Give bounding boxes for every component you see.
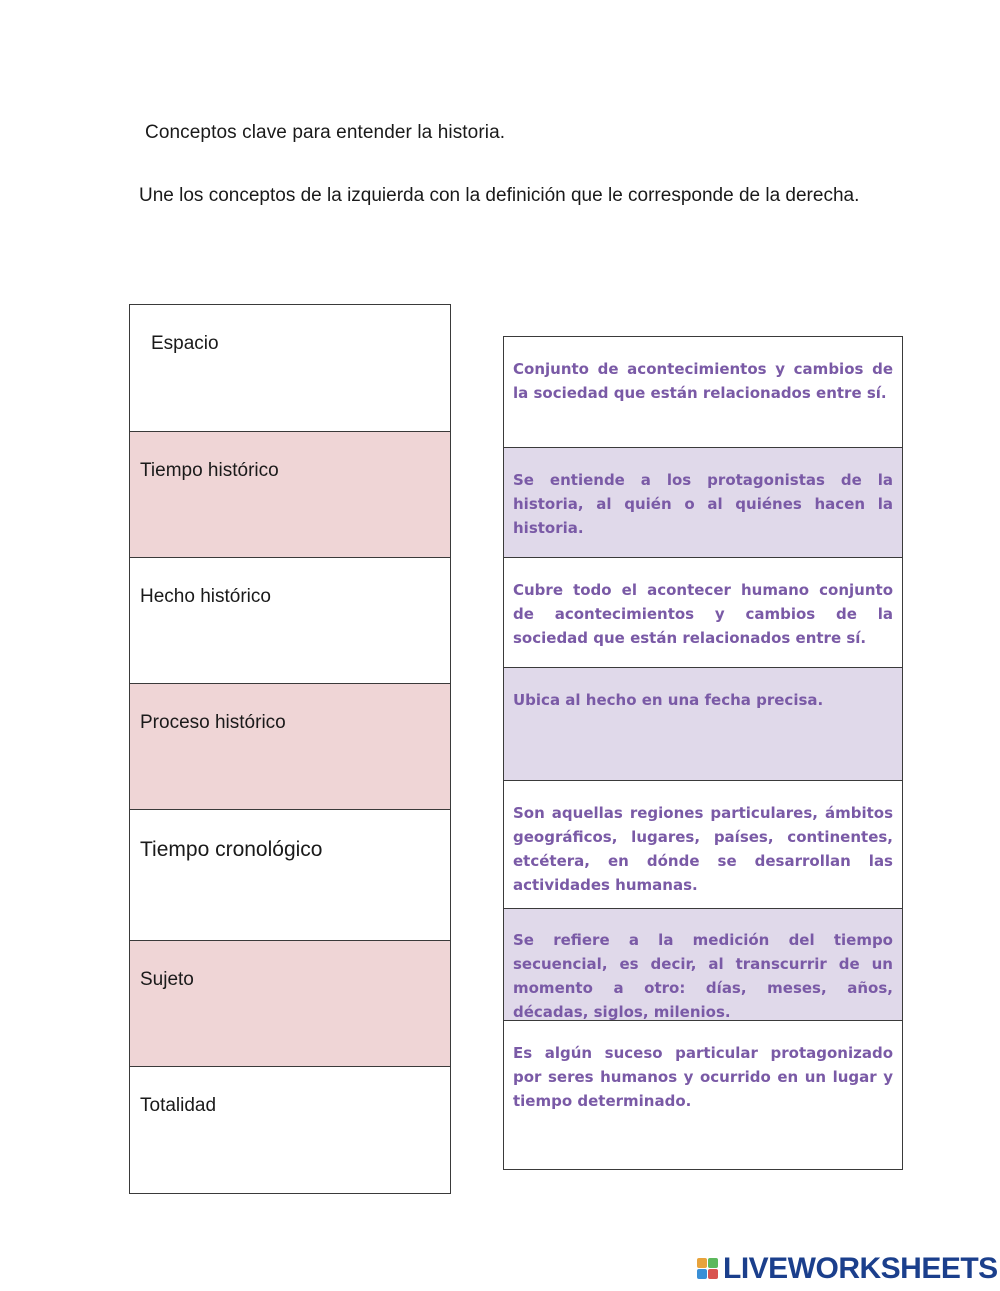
concept-label: Espacio	[151, 333, 219, 354]
concept-label: Proceso histórico	[140, 712, 286, 733]
definition-box[interactable]: Se refiere a la medición del tiempo secuencial, es decir, al transcurrir de un momento a otro: días, meses, años, décadas, siglos, milenios.	[504, 909, 902, 1021]
definition-box[interactable]: Se entiende a los protagonistas de la historia, al quién o al quiénes hacen la historia.	[504, 448, 902, 558]
concept-label: Totalidad	[140, 1095, 217, 1116]
concepts-column	[129, 304, 451, 1194]
worksheet-instruction: Une los conceptos de la izquierda con la definición que le corresponde de la derecha.	[139, 185, 860, 206]
definition-box[interactable]: Es algún suceso particular protagonizado por seres humanos y ocurrido en un lugar y tiempo determinado.	[513, 1044, 893, 1110]
concept-espacio[interactable]	[130, 305, 450, 432]
definition-box[interactable]: Son aquellas regiones particulares, ámbitos geográficos, lugares, países, continentes, etcétera, en dónde se desarrollan las actividades humanas.	[504, 781, 902, 909]
worksheet-title: Conceptos clave para entender la historia.	[145, 122, 506, 143]
concept-label: Hecho histórico	[140, 586, 271, 607]
concept-tiempo-cronologico[interactable]	[130, 810, 450, 941]
concept-label: Tiempo histórico	[140, 460, 279, 481]
concept-totalidad[interactable]	[130, 1067, 450, 1193]
liveworksheets-logo-icon	[697, 1256, 719, 1282]
definition-box[interactable]: Cubre todo el acontecer humano conjunto de acontecimientos y cambios de la sociedad que están relacionados entre sí.	[504, 558, 902, 668]
concept-sujeto[interactable]	[130, 941, 450, 1067]
concept-label: Sujeto	[140, 969, 194, 990]
liveworksheets-logo-text: LIVEWORKSHEETS	[723, 1252, 998, 1285]
liveworksheets-logo	[697, 1252, 998, 1286]
concept-label: Tiempo cronológico	[140, 838, 323, 861]
definition-box[interactable]: Ubica al hecho en una fecha precisa.	[504, 668, 902, 781]
definition-box[interactable]: Conjunto de acontecimientos y cambios de la sociedad que están relacionados entre sí.	[504, 337, 902, 448]
concept-proceso-historico[interactable]	[130, 684, 450, 810]
concept-hecho-historico[interactable]	[130, 558, 450, 684]
concept-tiempo-historico[interactable]	[130, 432, 450, 558]
definitions-column	[503, 336, 903, 1170]
